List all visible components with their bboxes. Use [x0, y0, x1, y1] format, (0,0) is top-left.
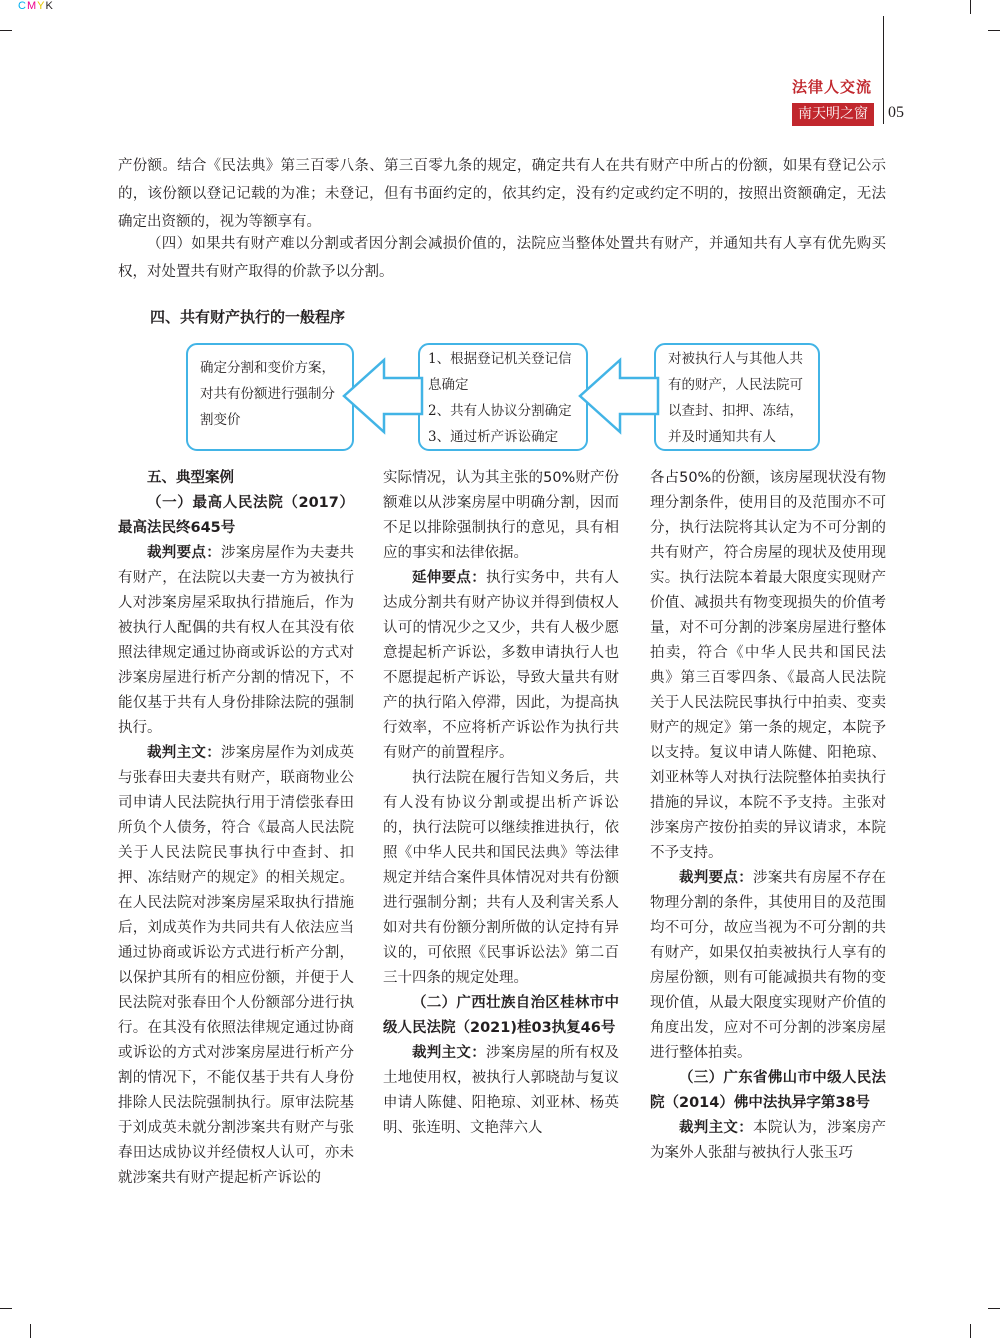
paragraph-text: 执行实务中，共有人达成分割共有财产协议并得到债权人认可的情况少之又少，共有人极少愿意提起析产诉讼，多数申请执行人也不愿提起析产诉讼，导致大量共有财产的执行陷入停滞，因此，为提高执行效率，不应将析产诉讼作为执行共有财产的前置程序。 [383, 570, 620, 761]
case-paragraph [650, 866, 886, 1066]
column-tag: 南天明之窗 [792, 103, 874, 126]
crop-mark [988, 1308, 1000, 1309]
box-line: 息确定 [428, 377, 469, 393]
box-line: 有的财产，人民法院可 [668, 377, 803, 393]
box-line: 割变价 [200, 412, 241, 428]
crop-mark [30, 1324, 31, 1338]
flow-box-methods [418, 343, 588, 451]
box-line: 2、共有人协议分割确定 [428, 403, 572, 419]
intro-paragraph: 产份额。结合《民法典》第三百零八条、第三百零九条的规定，确定共有人在共有财产中所占的份额，如果有登记公示的，该份额以登记记载的为准；未登记，但有书面约定的，依其约定，没有约定或约定不明的，按照出资额确定，无法确定出资额的，视为等额享有。 [118, 158, 886, 230]
text-column-2 [383, 466, 619, 1141]
paragraph-text: 涉案房屋作为夫妻共有财产，在法院以夫妻一方为被执行人对涉案房屋采取执行措施后，作为被执行人配偶的共有权人在其没有依照法律规定通过协商或诉讼的方式对涉案房屋进行析产分割的情况下，不能仅基于共有人身份排除法院的强制执行。 [118, 545, 355, 736]
crop-mark [0, 1308, 12, 1309]
case-paragraph [383, 566, 619, 766]
crop-mark [988, 30, 1000, 31]
case-paragraph [118, 541, 354, 741]
crop-mark [970, 1324, 971, 1338]
case-paragraph: 各占50%的份额，该房屋现状没有物理分割条件，使用目的及范围亦不可分，执行法院将其认定为不可分割的共有财产，符合房屋的现状及使用现实。执行法院本着最大限度实现财产价值、减损共有物变现损失的价值考量，对不可分割的涉案房屋进行整体拍卖，符合《中华人民共和国民法典》第三百零四条、《最高人民法院关于人民法院民事执行中拍卖、变卖财产的规定》第一条的规定，本院予以支持。复议申请人陈健、阳艳琼、刘亚林等人对执行法院整体拍卖执行措施的异议，本院不予支持。主张对涉案房产按份拍卖的异议请求，本院不予支持。 [650, 470, 886, 861]
case-title: （二）广西壮族自治区桂林市中级人民法院（2021)桂03执复46号 [383, 995, 619, 1036]
section-heading: 四、共有财产执行的一般程序 [150, 308, 346, 326]
paragraph-lead: 裁判主文： [147, 745, 222, 761]
paragraph-text: 涉案房屋的所有权及土地使用权，被执行人郭晓劼与复议申请人陈健、阳艳琼、刘亚林、杨英明、张连明、文艳萍六人 [383, 1045, 620, 1136]
paragraph-text: 涉案房屋作为刘成英与张春田夫妻共有财产，联商物业公司申请人民法院执行用于清偿张春田所负个人债务，符合《最高人民法院关于人民法院民事执行中查封、扣押、冻结财产的规定》的相关规定。在人民法院对涉案房屋采取执行措施后，刘成英作为共同共有人依法应当通过协商或诉讼方式进行析产分割，以保护其所有的相应份额，并便于人民法院对张春田个人份额部分进行执行。在其没有依照法律规定通过协商或诉讼的方式对涉案房屋进行析产分割的情况下，不能仅基于共有人身份排除人民法院强制执行。原审法院基于刘成英未就分割涉案共有财产与张春田达成协议并经债权人认可，亦未就涉案共有财产提起析产诉讼的 [118, 745, 355, 1186]
flow-box-seizure [654, 343, 820, 451]
paragraph-lead: 延伸要点： [412, 570, 487, 586]
flow-box-result [186, 343, 354, 451]
text-column-1 [118, 466, 354, 1191]
cmyk-k: K [45, 0, 54, 12]
box-line: 对共有份额进行强制分 [200, 386, 335, 402]
case-title: （一）最高人民法院（2017）最高法民终645号 [118, 495, 354, 536]
case-paragraph [118, 741, 354, 1191]
flow-arrow-right-icon [576, 356, 660, 436]
box-line: 并及时通知共有人 [668, 429, 776, 445]
paragraph-lead: 裁判要点： [679, 870, 754, 886]
cmyk-c: C [18, 0, 27, 12]
case-paragraph: 执行法院在履行告知义务后，共有人没有协议分割或提出析产诉讼的，执行法院可以继续推进执行，依照《中华人民共和国民法典》等法律规定并结合案件具体情况对共有份额进行强制分割；共有人及利害关系人如对共有份额分割所做的认定持有异议的，可依照《民事诉讼法》第二百三十四条的规定处理。 [383, 770, 619, 986]
flow-arrow-left-icon [340, 356, 424, 436]
case-paragraph [383, 1041, 619, 1141]
crop-mark [970, 0, 971, 14]
intro-paragraph: （四）如果共有财产难以分割或者因分割会减损价值的，法院应当整体处置共有财产，并通知共有人享有优先购买权，对处置共有财产取得的价款予以分割。 [118, 236, 886, 280]
case-title: （三）广东省佛山市中级人民法院（2014）佛中法执异字第38号 [650, 1070, 886, 1111]
text-column-3 [650, 466, 886, 1166]
crop-mark [0, 30, 12, 31]
section-title: 法律人交流 [792, 78, 873, 96]
paragraph-lead: 裁判要点： [147, 545, 222, 561]
cmyk-color-bar [18, 0, 54, 12]
box-line: 以查封、扣押、冻结， [668, 403, 803, 419]
box-line: 1、根据登记机关登记信 [428, 351, 572, 367]
box-line: 对被执行人与其他人共 [668, 351, 803, 367]
box-line: 3、通过析产诉讼确定 [428, 429, 559, 445]
section-heading: 五、典型案例 [147, 470, 234, 486]
case-paragraph [650, 1116, 886, 1166]
cmyk-y: Y [37, 0, 46, 12]
cmyk-m: M [26, 0, 38, 12]
paragraph-lead: 裁判主文： [679, 1120, 754, 1136]
paragraph-lead: 裁判主文： [412, 1045, 487, 1061]
paragraph-text: 本院认为，涉案房产为案外人张甜与被执行人张玉巧 [650, 1120, 887, 1161]
page-number: 05 [888, 104, 904, 121]
case-paragraph: 实际情况，认为其主张的50%财产份额难以从涉案房屋中明确分割，因而不足以排除强制执行的意见，具有相应的事实和法律依据。 [383, 470, 619, 561]
header-divider [883, 16, 884, 124]
paragraph-text: 涉案共有房屋不存在物理分割的条件，其使用目的及范围均不可分，故应当视为不可分割的共有财产，如果仅拍卖被执行人享有的房屋份额，则有可能减损共有物的变现价值，从最大限度实现财产价值的角度出发，应对不可分割的涉案房屋进行整体拍卖。 [650, 870, 887, 1061]
box-line: 确定分割和变价方案， [200, 360, 335, 376]
